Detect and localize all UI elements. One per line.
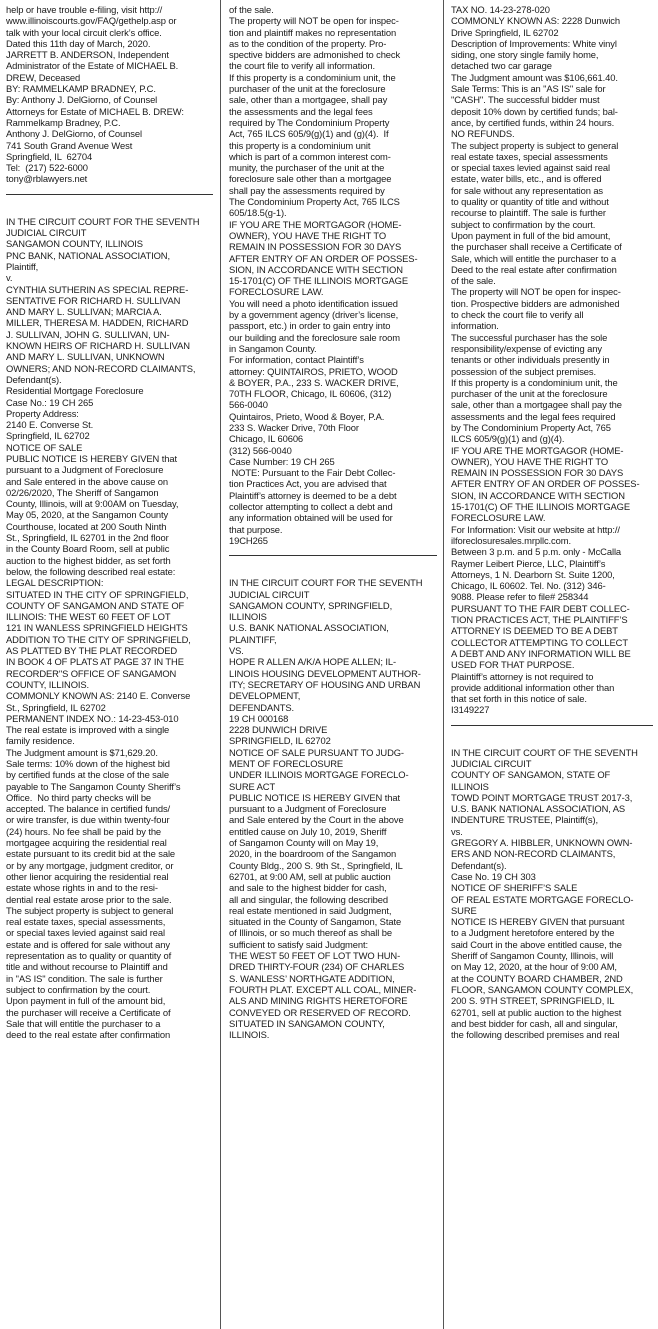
notice-line: 70TH FLOOR, Chicago, IL 60606, (312) <box>229 388 392 400</box>
notice-line: U.S. BANK NATIONAL ASSOCIATION, AS <box>451 803 626 815</box>
notice-line: County, Illinois, will at 9:00AM on Tuesday, <box>6 498 179 510</box>
notice-line: SURE ACT <box>229 780 276 792</box>
notice-line: For information, contact Plaintiff’s <box>229 354 364 366</box>
notice-line: If this property is a condominium unit, the <box>229 71 396 83</box>
notice-line: By: Anthony J. DelGiorno, of Counsel <box>6 94 158 106</box>
notice-line: family residence. <box>6 735 75 747</box>
notice-line: estate whose rights in and to the resi- <box>6 882 158 894</box>
notice-line: CONVEYED OR RESERVED OF RECORD. <box>229 1006 411 1018</box>
notice-line: the purchaser shall receive a Certificate of <box>451 241 622 253</box>
notice-line: FOURTH PLAT. EXCEPT ALL COAL, MINER- <box>229 983 417 995</box>
notice-line: in the County Board Room, sell at public <box>6 543 170 555</box>
notice-line: by certified funds at the close of the sale <box>6 769 169 781</box>
notice-line: estate and is offered for sale without any <box>6 938 170 950</box>
notice-line: THE WEST 50 FEET OF LOT TWO HUN- <box>229 950 401 962</box>
notice-line: said Court in the above entitled cause, the <box>451 938 622 950</box>
notice-separator <box>6 194 213 195</box>
notice-line: Plaintiff’s attorney is not required to <box>451 670 594 682</box>
notice-separator <box>229 555 437 556</box>
notice-line: USED FOR THAT PURPOSE. <box>451 659 575 671</box>
notice-line: shall pay the assessments required by <box>229 184 385 196</box>
notice-line: St., Springfield, IL 62702 <box>6 701 106 713</box>
notice-line: other lienor acquiring the residential real <box>6 870 169 882</box>
notice-line: The real estate is improved with a single <box>6 724 170 736</box>
notice-line: REMAIN IN POSSESSION FOR 30 DAYS <box>451 467 624 479</box>
notice-line: 233 S. Wacker Drive, 70th Floor <box>229 421 359 433</box>
notice-line: ILLINOIS: THE WEST 60 FEET OF LOT <box>6 611 171 623</box>
notice-line: ATTORNEY IS DEEMED TO BE A DEBT <box>451 625 618 637</box>
notice-line: ILLINOIS. <box>229 1029 270 1041</box>
notice-line: information. <box>451 320 499 332</box>
notice-line: www.illinoiscourts.gov/FAQ/gethelp.asp or <box>6 15 177 27</box>
notice-line: Drive Springfield, IL 62702 <box>451 26 559 38</box>
notice-line: The Judgment amount is $71,629.20. <box>6 746 158 758</box>
notice-line: Rammelkamp Bradney, P.C. <box>6 116 121 128</box>
notice-line: Sale that will entitle the purchaser to a <box>6 1017 161 1029</box>
notice-line: AFTER ENTRY OF AN ORDER OF POSSES- <box>229 252 418 264</box>
notice-line: Sheriff of Sangamon County, Illinois, will <box>451 950 614 962</box>
notice-line: NOTICE OF SALE PURSUANT TO JUDG- <box>229 746 404 758</box>
notice-line: MENT OF FORECLOSURE <box>229 758 344 769</box>
notice-line: PERMANENT INDEX NO.: 14-23-453-010 <box>6 712 179 724</box>
notice-line: subject to confirmation by the court. <box>451 218 596 230</box>
notice-line: as to the condition of the property. Pro- <box>229 37 387 49</box>
notice-line: 121 IN WANLESS SPRINGFIELD HEIGHTS <box>6 622 188 634</box>
notice-line: IF YOU ARE THE MORTGAGOR (HOME- <box>229 218 402 230</box>
notice-line: the following described premises and real <box>451 1029 620 1041</box>
notice-line: in "AS IS" condition. The sale is further <box>6 972 163 984</box>
notice-line: vs. <box>451 825 463 837</box>
notice-line: Case Number: 19 CH 265 <box>229 455 335 467</box>
notice-line: Courthouse, located at 200 South Ninth <box>6 520 167 532</box>
notice-line: real estate taxes, special assessments <box>451 150 608 162</box>
notice-line: Property Address: <box>6 407 79 419</box>
notice-line: possession of the subject premises. <box>451 365 597 377</box>
notice-line: The successful purchaser has the sole <box>451 331 608 343</box>
notice-line: pursuant to a Judgment of Foreclosure <box>229 803 387 815</box>
notice-line: Between 3 p.m. and 5 p.m. only - McCalla <box>451 546 622 558</box>
notice-line: JUDICIAL CIRCUIT <box>451 758 532 769</box>
notice-line: (312) 566-0040 <box>229 444 292 456</box>
notice-line: UNDER ILLINOIS MORTGAGE FORECLO- <box>229 769 409 781</box>
notice-line: sufficient to satisfy said Judgment: <box>229 938 369 950</box>
notice-line: detached two car garage <box>451 60 552 72</box>
notice-line: IF YOU ARE THE MORTGAGOR (HOME- <box>451 444 624 456</box>
notice-line: 19CH265 <box>229 534 268 546</box>
notice-line: SION, IN ACCORDANCE WITH SECTION <box>229 263 403 275</box>
notice-line: to quality or quantity of title and without <box>451 196 609 208</box>
notice-line: and Sale entered by the Court in the above <box>229 814 404 826</box>
notice-line: and Sale entered in the above cause on <box>6 475 168 487</box>
column-divider-right <box>443 0 444 1329</box>
notice-line: 605/18.5(g-1). <box>229 207 287 219</box>
notice-line: dential real estate arose prior to the sale. <box>6 893 172 905</box>
notice-line: mortgagee acquiring the residential real <box>6 837 167 849</box>
notice-line: Office. No third party checks will be <box>6 791 152 803</box>
notice-line: Defendant(s). <box>451 859 507 871</box>
notice-line: on May 12, 2020, at the hour of 9:00 AM, <box>451 961 617 973</box>
notice-line: Plaintiff, <box>6 260 39 272</box>
notice-line: or special taxes levied against said real <box>6 927 166 939</box>
notice-line: U.S. BANK NATIONAL ASSOCIATION, <box>229 622 389 634</box>
notice-line: estate pursuant to its credit bid at the sale <box>6 848 176 860</box>
notice-line: MILLER, THERESA M. HADDEN, RICHARD <box>6 317 189 329</box>
notice-line: ILLINOIS <box>451 780 489 792</box>
notice-line: May 05, 2020, at the Sangamon County <box>6 509 169 521</box>
notice-line: collector attempting to collect a debt and <box>229 501 393 513</box>
notice-line: Administrator of the Estate of MICHAEL B. <box>6 60 179 72</box>
notice-line: PURSUANT TO THE FAIR DEBT COLLEC- <box>451 602 630 614</box>
notice-line: sale, other than a mortgagee shall pay the <box>451 399 622 411</box>
notice-line: OWNER), YOU HAVE THE RIGHT TO <box>229 229 387 241</box>
notice-line: DREW, Deceased <box>6 71 81 83</box>
notice-line: Chicago, IL 60606 <box>229 433 304 445</box>
notice-line: talk with your local circuit clerk’s office. <box>6 26 162 38</box>
notice-line: which is part of a common interest com- <box>229 150 391 162</box>
notice-line: 15-1701(C) OF THE ILLINOIS MORTGAGE <box>451 501 631 513</box>
notice-line: & BOYER, P.A., 233 S. WACKER DRIVE, <box>229 376 399 388</box>
notice-line: 2020, in the boardroom of the Sangamon <box>229 848 397 860</box>
notice-line: and best bidder for cash, all and singular, <box>451 1017 618 1029</box>
legal-notice <box>6 216 213 1041</box>
notice-line: SANGAMON COUNTY, SPRINGFIELD, <box>229 599 393 611</box>
notice-line: of the sale. <box>229 4 274 15</box>
notice-line: or by any mortgage, judgment creditor, or <box>6 859 174 871</box>
notice-line: tenants or other individuals presently in <box>451 354 610 366</box>
notice-line: tion Practices Act, you are advised that <box>229 478 387 490</box>
notice-line: OWNER), YOU HAVE THE RIGHT TO <box>451 455 609 467</box>
notice-line: Defendant(s). <box>6 373 62 385</box>
notice-line: required by The Condominium Property <box>229 116 390 128</box>
legal-notice <box>451 4 653 716</box>
notice-line: 19 CH 000168 <box>229 712 289 724</box>
notice-line: purchaser of the unit at the foreclosure <box>229 83 386 95</box>
notice-line: the assessments and the legal fees <box>229 105 373 117</box>
notice-line: The Judgment amount was $106,661.40. <box>451 71 618 83</box>
notice-line: at the COUNTY BOARD CHAMBER, 2ND <box>451 972 623 984</box>
notice-line: deposit 10% down by certified funds; bal- <box>451 105 618 117</box>
notice-line: that purpose. <box>229 523 283 535</box>
notice-line: for sale without any representation as <box>451 184 604 196</box>
notice-gap <box>451 736 653 747</box>
legal-notice <box>229 577 437 1040</box>
notice-line: or special taxes levied against said real <box>451 162 611 174</box>
notice-line: COMMONLY KNOWN AS: 2140 E. Converse <box>6 690 191 702</box>
notice-line: Sale, which will entitle the purchaser to a <box>451 252 617 264</box>
notice-line: Anthony J. DelGiorno, of Counsel <box>6 128 142 140</box>
notice-line: that set forth in this notice of sale. <box>451 693 587 705</box>
notice-line: SION, IN ACCORDANCE WITH SECTION <box>451 489 625 501</box>
notice-line: by a government agency (driver’s license, <box>229 309 399 321</box>
notice-line: ILLINOIS <box>229 611 267 623</box>
notice-line: ALS AND MINING RIGHTS HERETOFORE <box>229 995 408 1007</box>
notice-line: COUNTY, ILLINOIS. <box>6 678 90 690</box>
notice-line: Plaintiff’s attorney is deemed to be a debt <box>229 489 397 501</box>
notice-line: Quintairos, Prieto, Wood & Boyer, P.A. <box>229 410 385 422</box>
notice-line: entitled cause on July 10, 2019, Sheriff <box>229 825 387 837</box>
notice-line: SANGAMON COUNTY, ILLINOIS <box>6 238 143 250</box>
notice-line: this property is a condominium unit <box>229 139 371 151</box>
notice-line: You will need a photo identification issued <box>229 297 398 309</box>
notice-line: of Sangamon County will on May 19, <box>229 837 379 849</box>
notice-line: NO REFUNDS. <box>451 128 515 140</box>
notice-line: recourse to plaintiff. The sale is further <box>451 207 606 219</box>
notice-line: 62701, at 9:00 AM, sell at public auction <box>229 870 391 882</box>
notice-line: Upon payment in full of the amount bid, <box>6 995 166 1007</box>
notice-line: help or have trouble e-filing, visit http:// <box>6 4 163 15</box>
notice-line: 02/26/2020, The Sheriff of Sangamon <box>6 486 159 498</box>
notice-line: 2140 E. Converse St. <box>6 419 94 431</box>
notice-line: NOTICE OF SHERIFF’S SALE <box>451 882 578 894</box>
notice-line: Act, 765 ILCS 605/9(g)(1) and (g)(4). If <box>229 128 389 140</box>
notice-line: ance, by certified funds, within 24 hours. <box>451 116 615 128</box>
notice-line: IN THE CIRCUIT COURT OF THE SEVENTH <box>451 746 638 758</box>
notice-line: The property will NOT be open for inspec- <box>229 15 399 27</box>
notice-line: Residential Mortgage Foreclosure <box>6 385 144 397</box>
notice-line: TOWD POINT MORTGAGE TRUST 2017-3, <box>451 791 633 803</box>
column-divider-left <box>220 0 221 1329</box>
notice-separator <box>451 725 653 726</box>
notice-line: "CASH". The successful bidder must <box>451 94 600 106</box>
notice-line: 200 S. 9TH STREET, SPRINGFIELD, IL <box>451 995 615 1007</box>
notice-line: OWNERS; AND NON-RECORD CLAIMANTS, <box>6 362 196 374</box>
notice-line: 566-0040 <box>229 399 268 411</box>
notice-line: Sale terms: 10% down of the highest bid <box>6 758 170 769</box>
notice-line: SITUATED IN THE CITY OF SPRINGFIELD, <box>6 588 189 600</box>
notice-line: County Bldg., 200 S. 9th St., Springfield, IL <box>229 859 403 871</box>
column-2 <box>229 4 437 1326</box>
notice-line: ADDITION TO THE CITY OF SPRINGFIELD, <box>6 633 191 645</box>
notice-line: all and singular, the following described <box>229 893 389 905</box>
notice-line: munity, the purchaser of the unit at the <box>229 162 385 174</box>
notice-line: tion. Prospective bidders are admonished <box>451 297 620 309</box>
notice-line: representation as to quality or quantity of <box>6 950 172 962</box>
notice-line: responsibility/expense of evicting any <box>451 342 602 354</box>
notice-line: (24) hours. No fee shall be paid by the <box>6 825 162 837</box>
notice-line: The subject property is subject to general <box>451 139 619 151</box>
notice-line: situated in the County of Sangamon, State <box>229 916 402 928</box>
notice-line: PNC BANK, NATIONAL ASSOCIATION, <box>6 249 170 261</box>
notice-line: sale, other than a mortgagee, shall pay <box>229 94 388 106</box>
notice-line: real estate taxes, special assessments, <box>6 916 166 928</box>
notice-line: PUBLIC NOTICE IS HEREBY GIVEN that <box>6 452 177 464</box>
legal-notice <box>229 4 437 546</box>
notice-line: COUNTY OF SANGAMON AND STATE OF <box>6 599 185 611</box>
notice-line: DRED THIRTY-FOUR (234) OF CHARLES <box>229 961 405 973</box>
notice-line: Attorneys, 1 N. Dearborn St. Suite 1200, <box>451 568 615 580</box>
notice-line: VS. <box>229 645 244 657</box>
notice-line: tion and plaintiff makes no representation <box>229 26 397 38</box>
notice-line: Case No. 19 CH 303 <box>451 870 536 882</box>
notice-line: Raymer Leibert Pierce, LLC, Plaintiff’s <box>451 557 606 569</box>
notice-line: subject to confirmation by the court. <box>6 983 151 995</box>
notice-line: GREGORY A. HIBBLER, UNKNOWN OWN- <box>451 837 633 849</box>
notice-line: For Information: Visit our website at http:// <box>451 523 620 535</box>
notice-line: The property will NOT be open for inspec- <box>451 286 621 298</box>
notice-line: passport, etc.) in order to gain entry into <box>229 320 391 332</box>
notice-line: Deed to the real estate after confirmation <box>451 263 617 275</box>
notice-line: Case No.: 19 CH 265 <box>6 396 94 408</box>
notice-line: LINOIS HOUSING DEVELOPMENT AUTHOR- <box>229 667 421 679</box>
notice-line: If this property is a condominium unit, the <box>451 376 618 388</box>
notice-line: spective bidders are admonished to check <box>229 49 401 61</box>
notice-line: estate, water bills, etc., and is offered <box>451 173 602 185</box>
notice-line: The subject property is subject to general <box>6 904 174 916</box>
notice-line: ITY; SECRETARY OF HOUSING AND URBAN <box>229 678 421 690</box>
notice-line: 9088. Please refer to file# 258344 <box>451 591 589 603</box>
notice-line: Springfield, IL 62702 <box>6 430 90 442</box>
notice-line: the purchaser will receive a Certificate of <box>6 1006 171 1018</box>
notice-line: J. SULLIVAN, JOHN G. SULLIVAN, UN- <box>6 328 170 340</box>
notice-line: RECORDER"S OFFICE OF SANGAMON <box>6 667 177 679</box>
notice-line: payable to The Sangamon County Sheriff’s <box>6 780 181 792</box>
notice-line: JARRETT B. ANDERSON, Independent <box>6 49 169 61</box>
notice-line: tony@rblawyers.net <box>6 173 88 185</box>
notice-line: to a Judgment heretofore entered by the <box>451 927 615 939</box>
notice-line: COMMONLY KNOWN AS: 2228 Dunwich <box>451 15 620 27</box>
notice-line: Chicago, IL 60602. Tel. No. (312) 346- <box>451 580 606 592</box>
notice-line: IN THE CIRCUIT COURT FOR THE SEVENTH <box>229 577 423 589</box>
notice-line: pursuant to a Judgment of Foreclosure <box>6 464 164 476</box>
notice-line: REMAIN IN POSSESSION FOR 30 DAYS <box>229 241 402 253</box>
notice-line: purchaser of the unit at the foreclosure <box>451 388 608 400</box>
notice-line: 62701, sell at public auction to the highest <box>451 1006 622 1018</box>
notice-line: Attorneys for Estate of MICHAEL B. DREW: <box>6 105 184 117</box>
notice-line: our building and the foreclosure sale room <box>229 331 400 343</box>
notice-line: SPRINGFIELD, IL 62702 <box>229 735 331 747</box>
notice-line: NOTICE OF SALE <box>6 441 83 453</box>
notice-line: to check the court file to verify all <box>451 309 584 321</box>
notice-line: Tel: (217) 522-6000 <box>6 162 88 174</box>
notice-line: provide additional information other than <box>451 681 615 693</box>
notice-line: NOTICE IS HEREBY GIVEN that pursuant <box>451 916 625 928</box>
notice-line: or wire transfer, is due within twenty-four <box>6 814 170 826</box>
notice-line: Upon payment in full of the bid amount, <box>451 229 611 241</box>
notice-line: IN THE CIRCUIT COURT FOR THE SEVENTH <box>6 215 200 227</box>
notice-line: of Illinois, or so much thereof as shall be <box>229 927 392 939</box>
notice-line: title and without recourse to Plaintiff and <box>6 961 168 973</box>
notice-line: AFTER ENTRY OF AN ORDER OF POSSES- <box>451 478 640 490</box>
legal-notice <box>6 4 213 185</box>
notice-line: by The Condominium Property Act, 765 <box>451 421 611 433</box>
notice-line: FORECLOSURE LAW. <box>229 286 324 298</box>
notice-line: Springfield, IL 62704 <box>6 150 93 162</box>
notice-line: S. WANLESS’ NORTHGATE ADDITION, <box>229 972 395 984</box>
notice-gap <box>6 205 213 216</box>
notice-line: TION PRACTICES ACT, THE PLAINTIFF’S <box>451 614 628 626</box>
notice-line: auction to the highest bidder, as set forth <box>6 554 171 566</box>
notice-line: PLAINTIFF, <box>229 633 277 645</box>
notice-line: JUDICIAL CIRCUIT <box>6 227 87 239</box>
notice-line: DEFENDANTS. <box>229 701 295 713</box>
notice-line: 15-1701(C) OF THE ILLINOIS MORTGAGE <box>229 275 409 287</box>
notice-line: of the sale. <box>451 275 496 287</box>
notice-line: assessments and the legal fees required <box>451 410 616 422</box>
notice-line: v. <box>6 272 13 284</box>
notice-line: The Condominium Property Act, 765 ILCS <box>229 196 400 208</box>
notice-line: TAX NO. 14-23-278-020 <box>451 4 550 15</box>
notice-line: FORECLOSURE LAW. <box>451 512 546 524</box>
notice-line: accepted. The balance in certified funds/ <box>6 803 171 815</box>
notice-line: the court file to verify all information. <box>229 60 375 72</box>
notice-line: AND MARY L. SULLIVAN, UNKNOWN <box>6 351 165 363</box>
notice-line: siding, one story single family home, <box>451 49 599 61</box>
notice-line: COLLECTOR ATTEMPTING TO COLLECT <box>451 636 628 648</box>
notice-line: SURE <box>451 904 477 916</box>
notice-line: deed to the real estate after confirmation <box>6 1029 171 1041</box>
notice-line: any information obtained will be used for <box>229 512 393 524</box>
notice-line: St., Springfield, IL 62701 in the 2nd floor <box>6 532 169 544</box>
notice-line: attorney: QUINTAIROS, PRIETO, WOOD <box>229 365 398 377</box>
notice-line: foreclosure sale other than a mortgagee <box>229 173 392 185</box>
legal-notice <box>451 747 653 1041</box>
notice-line: ILCS 605/9(g)(1) and (g)(4). <box>451 433 565 445</box>
notice-line: AS PLATTED BY THE PLAT RECORDED <box>6 645 178 657</box>
notice-line: BY: RAMMELKAMP BRADNEY, P.C. <box>6 83 156 95</box>
notice-line: NOTE: Pursuant to the Fair Debt Collec- <box>229 467 396 479</box>
notice-line: 2228 DUNWICH DRIVE <box>229 724 328 736</box>
notice-line: CYNTHIA SUTHERIN AS SPECIAL REPRE- <box>6 283 189 295</box>
notice-line: Dated this 11th day of March, 2020. <box>6 37 151 49</box>
notice-line: DEVELOPMENT, <box>229 690 301 702</box>
notice-line: AND MARY L. SULLIVAN; MARCIA A. <box>6 306 162 318</box>
notice-line: real estate mentioned in said Judgment, <box>229 904 392 916</box>
notice-line: FLOOR, SANGAMON COUNTY COMPLEX, <box>451 983 634 995</box>
notice-line: SITUATED IN SANGAMON COUNTY, <box>229 1017 385 1029</box>
notice-line: KNOWN HEIRS OF RICHARD H. SULLIVAN <box>6 340 190 352</box>
notice-line: in Sangamon County. <box>229 342 317 354</box>
notice-gap <box>229 566 437 577</box>
notice-line: 741 South Grand Avenue West <box>6 139 133 151</box>
notice-line: LEGAL DESCRIPTION: <box>6 577 104 589</box>
notice-line: Sale Terms: This is an "AS IS" sale for <box>451 83 606 95</box>
notice-line: ilforeclosuresales.mrpllc.com. <box>451 534 571 546</box>
notice-line: OF REAL ESTATE MORTGAGE FORECLO- <box>451 893 634 905</box>
notice-line: Description of Improvements: White vinyl <box>451 37 617 49</box>
notice-line: INDENTURE TRUSTEE, Plaintiff(s), <box>451 814 598 826</box>
column-1 <box>6 4 213 1326</box>
notice-line: and sale to the highest bidder for cash, <box>229 882 387 894</box>
notice-line: COUNTY OF SANGAMON, STATE OF <box>451 769 611 781</box>
notice-line: PUBLIC NOTICE IS HEREBY GIVEN that <box>229 791 400 803</box>
notice-line: SENTATIVE FOR RICHARD H. SULLIVAN <box>6 294 181 306</box>
notice-line: I3149227 <box>451 704 490 716</box>
notice-line: IN BOOK 4 OF PLATS AT PAGE 37 IN THE <box>6 656 184 668</box>
notice-line: JUDICIAL CIRCUIT <box>229 588 310 600</box>
notice-line: below, the following described real estate: <box>6 565 176 577</box>
notice-line: HOPE R ALLEN A/K/A HOPE ALLEN; IL- <box>229 656 396 668</box>
notice-line: ERS AND NON-RECORD CLAIMANTS, <box>451 848 616 860</box>
column-3 <box>451 4 653 1326</box>
notice-line: A DEBT AND ANY INFORMATION WILL BE <box>451 647 631 659</box>
